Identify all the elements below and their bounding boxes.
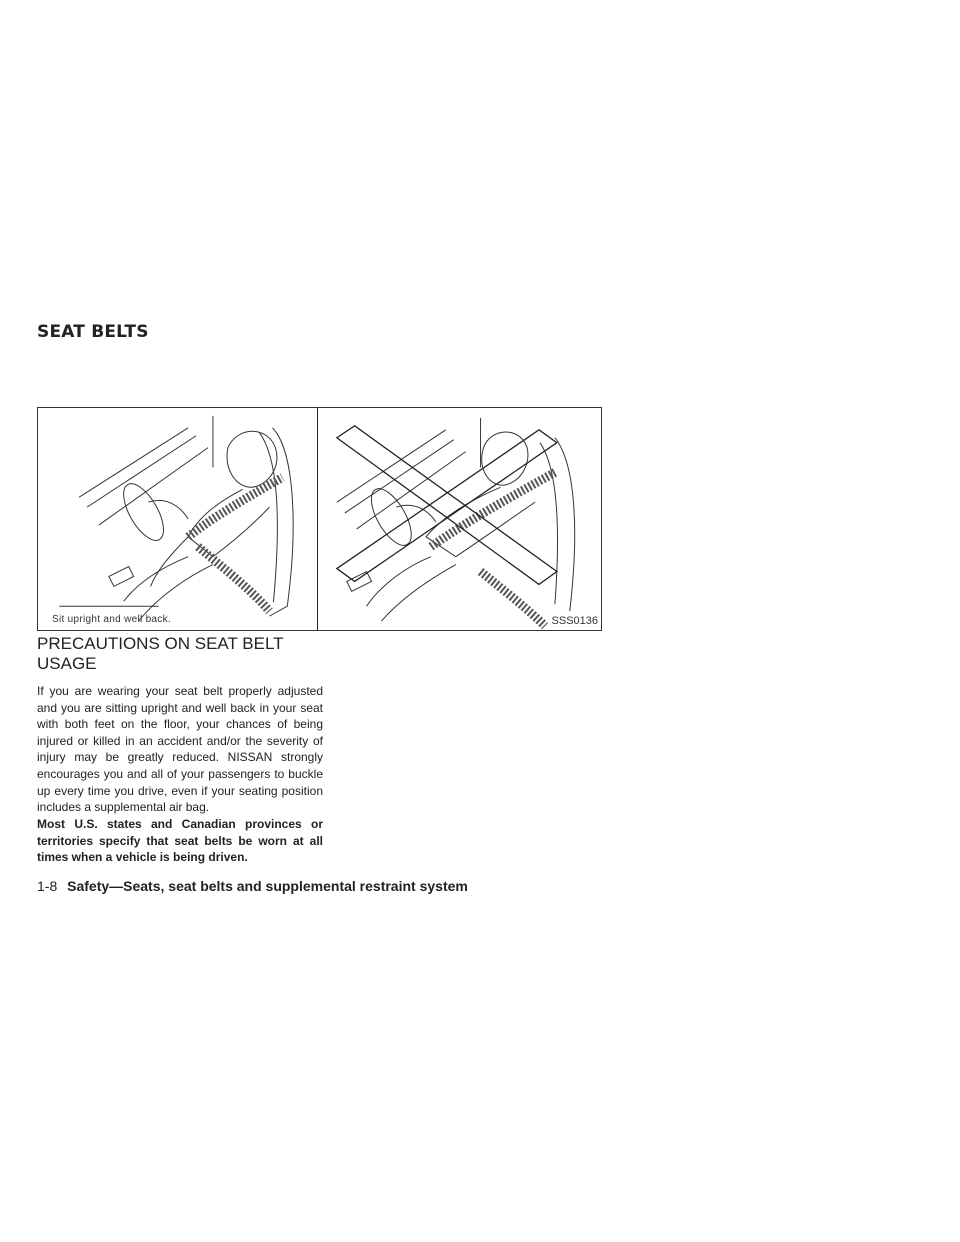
body-paragraph: If you are wearing your seat belt properly adjusted and you are sitting upright and well back in your seat with both feet on the floor, your chances of being injured or killed in an accident and/or the severity of injury may be greatly reduced. NISSAN strongly encourages you and all of your passengers to buckle up every time you drive, even if your seating position includes a supplemental air bag. — [37, 684, 323, 815]
figure-caption: Sit upright and well back. — [52, 614, 171, 625]
seat-belt-drawing — [38, 408, 601, 630]
body-paragraph-bold: Most U.S. states and Canadian provinces or territories specify that seat belts be worn at all times when a vehicle is being driven. — [37, 817, 323, 865]
page-footer — [37, 878, 468, 894]
correct-posture-drawing — [59, 416, 293, 621]
section-title: SEAT BELTS — [37, 322, 149, 342]
page-number: 1-8 — [37, 878, 58, 894]
seat-belt-illustration — [37, 407, 602, 631]
chapter-title: Safety—Seats, seat belts and supplemental restraint system — [67, 878, 468, 894]
panel-divider — [317, 408, 318, 630]
prohibited-x-mark — [337, 426, 557, 585]
subheading: PRECAUTIONS ON SEAT BELT USAGE — [37, 634, 284, 673]
figure-code: SSS0136 — [551, 615, 598, 627]
incorrect-posture-drawing — [337, 418, 575, 621]
